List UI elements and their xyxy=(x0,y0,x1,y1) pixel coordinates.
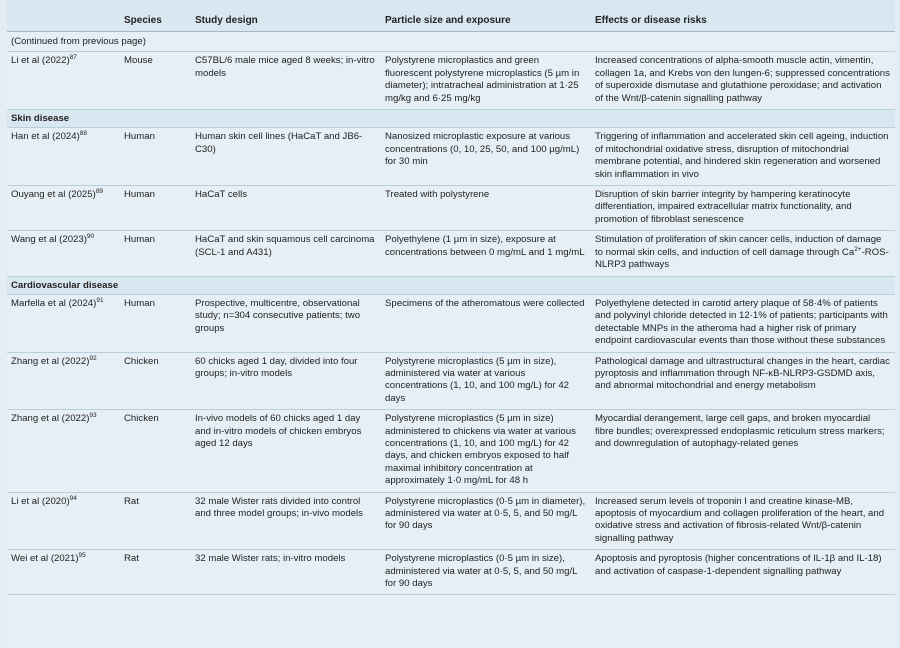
header-species: Species xyxy=(120,0,191,32)
design-cell: Prospective, multicentre, observational study; n=304 consecutive patients; two groups xyxy=(191,294,381,352)
header-study-design: Study design xyxy=(191,0,381,32)
design-cell: 32 male Wister rats divided into control and three model groups; in-vivo models xyxy=(191,492,381,550)
species-cell: Chicken xyxy=(120,352,191,410)
table-row xyxy=(7,186,895,231)
species-cell: Human xyxy=(120,231,191,276)
reference-number[interactable]: 92 xyxy=(89,354,97,362)
design-cell: In-vivo models of 60 chicks aged 1 day and in-vitro models of chicken embryos aged 12 days xyxy=(191,410,381,492)
study-cell xyxy=(7,410,120,492)
exposure-cell: Nanosized microplastic exposure at various concentrations (0, 10, 25, 50, and 100 µg/mL) for 30 min xyxy=(381,128,591,186)
reference-number[interactable]: 93 xyxy=(89,412,97,420)
design-cell: 60 chicks aged 1 day, divided into four groups; in-vitro models xyxy=(191,352,381,410)
section-title: Cardiovascular disease xyxy=(7,276,895,294)
effects-cell: Pathological damage and ultrastructural changes in the heart, cardiac pyroptosis and inflammation through NF-κB-NLRP3-GSDMD axis, and abnormal mitochondrial and energy metabolism xyxy=(591,352,895,410)
continued-note: (Continued from previous page) xyxy=(7,32,895,52)
study-name: Wang et al (2023) xyxy=(11,234,87,246)
study-name: Zhang et al (2022) xyxy=(11,413,90,425)
header-particle-size: Particle size and exposure xyxy=(381,0,591,32)
table-row xyxy=(7,52,895,110)
species-cell: Mouse xyxy=(120,52,191,110)
effects-cell: Increased serum levels of troponin I and creatine kinase-MB, apoptosis of myocardium and collagen proliferation of the heart, and oxidative stress and activation of fibrosis-related Wnt/β-catenin signalling pathway xyxy=(591,492,895,550)
study-cell xyxy=(7,128,120,186)
charge-superscript: 2+ xyxy=(854,245,862,253)
table-row xyxy=(7,410,895,492)
design-cell: Human skin cell lines (HaCaT and JB6-C30) xyxy=(191,128,381,186)
reference-number[interactable]: 94 xyxy=(69,494,77,502)
header-effects: Effects or disease risks xyxy=(591,0,895,32)
effects-cell: Myocardial derangement, large cell gaps, and broken myocardial fibre bundles; overexpressed endoplasmic reticulum stress markers; and downregulation of autophagy-related genes xyxy=(591,410,895,492)
exposure-cell: Polystyrene microplastics (5 µm in size) administered to chickens via water at various concentrations (1, 10, and 100 mg/L) for 42 days, and chicken embryos exposed to half maximal inhibitory concentration at approximately 1·0 mg/mL for 48 h xyxy=(381,410,591,492)
study-cell xyxy=(7,550,120,595)
study-cell xyxy=(7,352,120,410)
design-cell: HaCaT and skin squamous cell carcinoma (SCL-1 and A431) xyxy=(191,231,381,276)
table-row xyxy=(7,352,895,410)
species-cell: Rat xyxy=(120,550,191,595)
species-cell: Human xyxy=(120,128,191,186)
exposure-cell: Specimens of the atheromatous were collected xyxy=(381,294,591,352)
study-cell xyxy=(7,186,120,231)
exposure-cell: Polyethylene (1 µm in size), exposure at concentrations between 0 mg/mL and 1 mg/mL xyxy=(381,231,591,276)
species-cell: Chicken xyxy=(120,410,191,492)
exposure-cell: Polystyrene microplastics (0·5 µm in diameter), administered via water at 0·5, 5, and 50 mg/L for 90 days xyxy=(381,492,591,550)
reference-number[interactable]: 89 xyxy=(95,188,104,196)
header-study xyxy=(7,0,120,32)
table-page xyxy=(7,0,895,648)
reference-number[interactable]: 90 xyxy=(86,233,95,241)
species-cell: Human xyxy=(120,294,191,352)
table-row xyxy=(7,231,895,276)
section-title: Skin disease xyxy=(7,110,895,128)
effects-text: -ROS-NLRP3 pathways xyxy=(595,246,889,271)
design-cell: HaCaT cells xyxy=(191,186,381,231)
table-row xyxy=(7,492,895,550)
study-name: Marfella et al (2024) xyxy=(11,297,97,309)
effects-cell: Apoptosis and pyroptosis (higher concentrations of IL-1β and IL-18) and activation of caspase-1-dependent signalling pathway xyxy=(591,550,895,595)
reference-number[interactable]: 91 xyxy=(96,296,104,304)
section-row-skin xyxy=(7,110,895,128)
reference-number[interactable]: 88 xyxy=(79,130,88,138)
exposure-cell: Treated with polystyrene xyxy=(381,186,591,231)
effects-cell: Polyethylene detected in carotid artery plaque of 58·4% of patients and polyvinyl chloride detected in 12·1% of patients; participants with detectable MNPs in the atheroma had a higher risk of primary endpoint cardiovascular events than those without these substances xyxy=(591,294,895,352)
study-cell xyxy=(7,294,120,352)
exposure-cell: Polystyrene microplastics and green fluorescent polystyrene microplastics (5 µm in diameter); intratracheal administration at 1·25 mg/kg and 6·25 mg/kg xyxy=(381,52,591,110)
table-header-row xyxy=(7,0,895,32)
effects-text: Stimulation of proliferation of skin cancer cells, induction of damage to normal skin cells, and induction of cell damage through Ca xyxy=(595,234,882,258)
continued-row xyxy=(7,32,895,52)
study-cell xyxy=(7,52,120,110)
species-cell: Rat xyxy=(120,492,191,550)
effects-cell xyxy=(591,231,895,276)
study-cell xyxy=(7,231,120,276)
study-cell xyxy=(7,492,120,550)
reference-number[interactable]: 87 xyxy=(69,54,77,62)
studies-table xyxy=(7,0,895,595)
design-cell: C57BL/6 male mice aged 8 weeks; in-vitro models xyxy=(191,52,381,110)
section-row-cardiovascular xyxy=(7,276,895,294)
study-name: Wei et al (2021) xyxy=(11,553,79,565)
study-name: Li et al (2020) xyxy=(11,495,70,507)
study-name: Li et al (2022) xyxy=(11,55,70,67)
design-cell: 32 male Wister rats; in-vitro models xyxy=(191,550,381,595)
species-cell: Human xyxy=(120,186,191,231)
effects-cell: Triggering of inflammation and accelerated skin cell ageing, induction of mitochondrial oxidative stress, disruption of mitochondrial membrane potential, and hindered skin regeneration and worsened skin inflammation in vivo xyxy=(591,128,895,186)
effects-cell: Increased concentrations of alpha-smooth muscle actin, vimentin, collagen 1a, and Krebs von den lungen-6; suppressed concentrations of superoxide dismutase and glutathione peroxidase; and activation of the Wnt/β-catenin signalling pathway xyxy=(591,52,895,110)
exposure-cell: Polystyrene microplastics (0·5 µm in size), administered via water at 0·5, 5, and 50 mg/L for 90 days xyxy=(381,550,591,595)
study-name: Han et al (2024) xyxy=(11,131,80,143)
table-row xyxy=(7,550,895,595)
table-row xyxy=(7,294,895,352)
effects-cell: Disruption of skin barrier integrity by hampering keratinocyte differentiation, impaired extracellular matrix functionality, and promotion of fibroblast senescence xyxy=(591,186,895,231)
table-row xyxy=(7,128,895,186)
exposure-cell: Polystyrene microplastics (5 µm in size), administered via water at various concentrations (1, 10, and 100 mg/L) for 42 days xyxy=(381,352,591,410)
reference-number[interactable]: 95 xyxy=(78,552,86,560)
study-name: Ouyang et al (2025) xyxy=(11,189,96,201)
study-name: Zhang et al (2022) xyxy=(11,355,90,367)
